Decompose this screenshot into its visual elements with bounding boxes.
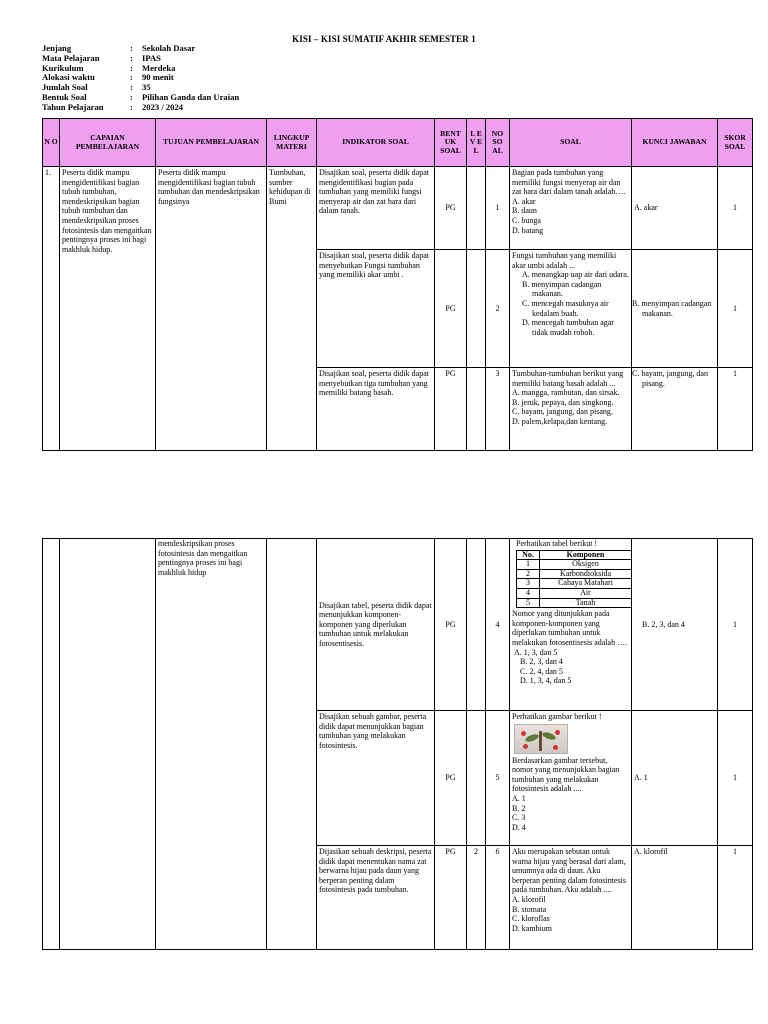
- option-c: C. bunga: [512, 215, 541, 225]
- meta-key: Tahun Pelajaran: [42, 101, 104, 112]
- meta-value: Merdeka: [142, 62, 176, 73]
- meta-sep: :: [130, 101, 133, 112]
- kisi-table-page1: [42, 118, 753, 451]
- meta-value: 90 menit: [142, 72, 174, 83]
- meta-value: 2023 / 2024: [142, 101, 184, 112]
- indikator-cell: Disajikan soal, peserta didik dapat mengidentifikasi bagian pada tumbuhan yang memiliki fungsi menyerap air dan zat hara dari dalam tanah.: [317, 167, 435, 250]
- label-marker: [555, 730, 560, 735]
- col-soal-header: SOAL: [510, 119, 632, 167]
- meta-value: 35: [142, 82, 151, 93]
- meta-value: Pilihan Ganda dan Uraian: [142, 91, 240, 102]
- skor-cell: 1: [718, 368, 753, 451]
- komponen-row: [517, 579, 632, 589]
- question-intro: Perhatikan tabel berikut !: [516, 539, 598, 548]
- meta-block: [42, 44, 239, 113]
- option-a: A. mangga, rambutan, dan sirsak.: [512, 388, 620, 398]
- komponen-no: 2: [517, 569, 540, 579]
- bentuk-cell: PG: [435, 711, 467, 846]
- skor-cell: 1: [718, 711, 753, 846]
- soal-cell: [510, 368, 632, 451]
- skor-cell: 1: [718, 250, 753, 368]
- meta-sep: :: [130, 91, 133, 102]
- kunci-cell: A. akar: [632, 167, 718, 250]
- col-nosoal-header: NO SO AL: [486, 119, 510, 167]
- option-c: C. kloroflas: [512, 914, 550, 924]
- indikator-cell: Disajikan sebuah gambar, peserta didik dapat menunjukkan bagian tumbuhan yang melakukan fotosintesis.: [317, 711, 435, 846]
- nosoal-cell: 1: [486, 167, 510, 250]
- komponen-row: [517, 598, 632, 608]
- table-row: [43, 167, 753, 250]
- kunci-cell: C. bayam, jangung, dan pisang.: [632, 368, 718, 451]
- komponen-row: [517, 560, 632, 570]
- meta-sep: :: [130, 52, 133, 63]
- skor-cell: 1: [718, 539, 753, 711]
- soal-cell: [510, 539, 632, 711]
- meta-key: Jenjang: [42, 43, 72, 53]
- meta-key: Alokasi waktu: [42, 72, 95, 83]
- kunci-cell: A. 1: [632, 711, 718, 846]
- question-stem: Berdasarkan gambar tersebut, nomor yang menunjukkan bagian tumbuhan yang melakukan fotosintesis adalah ....: [512, 755, 620, 794]
- soal-cell: [510, 167, 632, 250]
- meta-sep: :: [130, 82, 133, 93]
- col-skor-header: SKOR SOAL: [718, 119, 753, 167]
- soal-cell: [510, 711, 632, 846]
- lingkup-cell: [267, 539, 317, 950]
- skor-cell: 1: [718, 846, 753, 950]
- level-cell: 2: [467, 846, 486, 950]
- komponen-no: 5: [517, 598, 540, 608]
- question-stem: Tumbuhan-tumbuhan berikut yang memiliki batang basah adalah ...: [512, 369, 624, 388]
- option-d: D. 4: [512, 822, 526, 832]
- level-cell: [467, 539, 486, 711]
- option-a: A. klorofil: [512, 894, 546, 904]
- option-b: B. jeruk, pepaya, dan singkong.: [512, 397, 614, 407]
- option-d: D. palem,kelapa,dan kentang.: [512, 416, 608, 426]
- col-capaian-header: CAPAIAN PEMBELAJARAN: [60, 119, 156, 167]
- indikator-cell: Dijasikan sebuah deskripsi, peserta didik dapat menentukan nama zat berwarna hijau pada daun yang berperan penting dalam fotosintesis pada tumbuhan.: [317, 846, 435, 950]
- indikator-cell: Disajikan tabel, peserta didik dapat menunjukkan komponen-komponen yang diperlukan tumbuhan untuk melakukan fotosentisesis.: [317, 539, 435, 711]
- option-d: D. 1, 3, 4, dan 5: [520, 676, 572, 686]
- document-title: KISI – KISI SUMATIF AKHIR SEMESTER 1: [292, 34, 476, 44]
- meta-key: Mata Pelajaran: [42, 52, 100, 63]
- meta-value: Sekolah Dasar: [142, 43, 196, 53]
- nosoal-cell: 5: [486, 711, 510, 846]
- meta-sep: :: [130, 62, 133, 73]
- capaian-cell: Peserta didik mampu mengidentifikasi bagian tubuh tumbuhan, mendeskripsikan bagian tubuh tumbuhan dan mendeskripsikan proses fotosintesis dan mengaitkan pentingnya proses ini bagi makhluk hidup.: [60, 167, 156, 451]
- col-lingkup-header: LINGKUP MATERI: [267, 119, 317, 167]
- bentuk-cell: PG: [435, 539, 467, 711]
- bentuk-cell: PG: [435, 250, 467, 368]
- nosoal-cell: 2: [486, 250, 510, 368]
- komponen-no: 4: [517, 588, 540, 598]
- option-d: D. kambium: [512, 923, 552, 933]
- bentuk-cell: PG: [435, 368, 467, 451]
- table-row: [43, 539, 753, 711]
- meta-sep: :: [130, 43, 133, 53]
- option-c: C. 2, 4, dan 5: [520, 666, 563, 676]
- kunci-cell: A. klorofil: [632, 846, 718, 950]
- bentuk-cell: PG: [435, 167, 467, 250]
- komponen-name: Karbondioksida: [540, 569, 632, 579]
- komponen-row: [517, 588, 632, 598]
- option-d: D. batang: [512, 225, 544, 235]
- komponen-header-row: [517, 550, 632, 560]
- level-cell: [467, 368, 486, 451]
- nosoal-cell: 6: [486, 846, 510, 950]
- label-marker: [523, 744, 528, 749]
- col-no-header: N O: [43, 119, 60, 167]
- lingkup-cell: Tumbuhan, sumber kehidupan di Bumi: [267, 167, 317, 451]
- option-b: B. 2, 3, dan 4: [520, 657, 563, 667]
- option-b: B. 2: [512, 803, 526, 813]
- header-row: [43, 119, 753, 167]
- question-intro: Perhatikan gambar berikut !: [512, 712, 602, 721]
- question-stem: Bagian pada tumbuhan yang memiliki fungsi menyerap air dan zat hara dari dalam tanah adalah….: [512, 168, 626, 197]
- plant-leaf: [524, 732, 539, 742]
- option-b: B. daun: [512, 206, 537, 216]
- option-a: A. menangkap uap air dari udara.: [522, 270, 629, 280]
- question-stem: Nomor yang ditunjukkan pada komponen-komponen yang diperlukan tumbuhan untuk melakukan fotosentisesis adalah ….: [512, 609, 628, 647]
- plant-image: [514, 724, 568, 754]
- komponen-no: 3: [517, 579, 540, 589]
- nosoal-cell: 3: [486, 368, 510, 451]
- meta-row: [42, 103, 239, 113]
- level-cell: [467, 711, 486, 846]
- komponen-name: Oksigen: [540, 560, 632, 570]
- question-stem: Aku merupakan sebutan untuk warna hijau yang berasal dari alam, umumnya ada di daun. Aku berperan penting dalam fotosintesis pada tumbuhan. Aku adalah ....: [512, 847, 626, 895]
- row-number: [43, 539, 60, 950]
- col-level-header: L E V E L: [467, 119, 486, 167]
- capaian-cell: [60, 539, 156, 950]
- label-marker: [521, 731, 526, 736]
- kunci-cell: B. 2, 3, dan 4: [632, 539, 718, 711]
- bentuk-cell: PG: [435, 846, 467, 950]
- komponen-row: [517, 569, 632, 579]
- meta-sep: :: [130, 72, 133, 83]
- level-cell: [467, 250, 486, 368]
- col-bentuk-header: BENT UK SOAL: [435, 119, 467, 167]
- komponen-name: Tanah: [540, 598, 632, 608]
- komponen-name: Air: [540, 588, 632, 598]
- kisi-table-page2: [42, 538, 753, 950]
- komponen-table: [516, 550, 632, 609]
- nosoal-cell: 4: [486, 539, 510, 711]
- option-b: B. stomata: [512, 904, 547, 914]
- skor-cell: 1: [718, 167, 753, 250]
- option-b: B. menyimpan cadangan makanan.: [522, 279, 602, 299]
- option-c: C. 3: [512, 813, 526, 823]
- option-a: A. akar: [512, 196, 536, 206]
- komponen-header-name: Komponen: [540, 550, 632, 560]
- meta-value: IPAS: [142, 52, 161, 63]
- meta-key: Bentuk Soal: [42, 91, 87, 102]
- komponen-header-no: No.: [517, 550, 540, 560]
- option-a: A. 1, 3, dan 5: [514, 647, 558, 657]
- tujuan-cell: Peserta didik mampu mengidentifikasi bagian tubuh tumbuhan dan mendeskripsikan fungsinya: [156, 167, 267, 451]
- col-tujuan-header: TUJUAN PEMBELAJARAN: [156, 119, 267, 167]
- option-c: C. bayam, jangung, dan pisang.: [512, 407, 613, 417]
- komponen-no: 1: [517, 560, 540, 570]
- option-a: A. 1: [512, 793, 526, 803]
- meta-key: Kurikulum: [42, 62, 84, 73]
- tujuan-cell: mendeskripsikan proses fotosintesis dan mengaitkan pentingnya proses ini bagi makhluk hidup: [156, 539, 267, 950]
- indikator-cell: Disajikan soal, peserta didik dapat menyebutkan Fungsi tumbuhan yang memiliki akar umbi .: [317, 250, 435, 368]
- soal-cell: [510, 250, 632, 368]
- col-kunci-header: KUNCI JAWABAN: [632, 119, 718, 167]
- meta-key: Jumlah Soal: [42, 82, 88, 93]
- label-marker: [553, 745, 558, 750]
- level-cell: [467, 167, 486, 250]
- kunci-cell: B. menyimpan cadangan makanan.: [632, 250, 718, 368]
- row-number: 1.: [43, 167, 60, 451]
- question-stem: Fungsi tumbuhan yang memiliki akar umbi adalah ...: [512, 251, 617, 270]
- option-c: C. mencegah masuknya air kedalam buah.: [522, 298, 609, 318]
- indikator-cell: Disajikan soal, peserta didik dapat menyebutkan tiga tumbuhan yang memiliki batang basah.: [317, 368, 435, 451]
- col-indikator-header: INDIKATOR SOAL: [317, 119, 435, 167]
- komponen-name: Cahaya Matahari: [540, 579, 632, 589]
- option-d: D. mencegah tumbuhan agar tidak mudah roboh.: [522, 318, 614, 337]
- soal-cell: [510, 846, 632, 950]
